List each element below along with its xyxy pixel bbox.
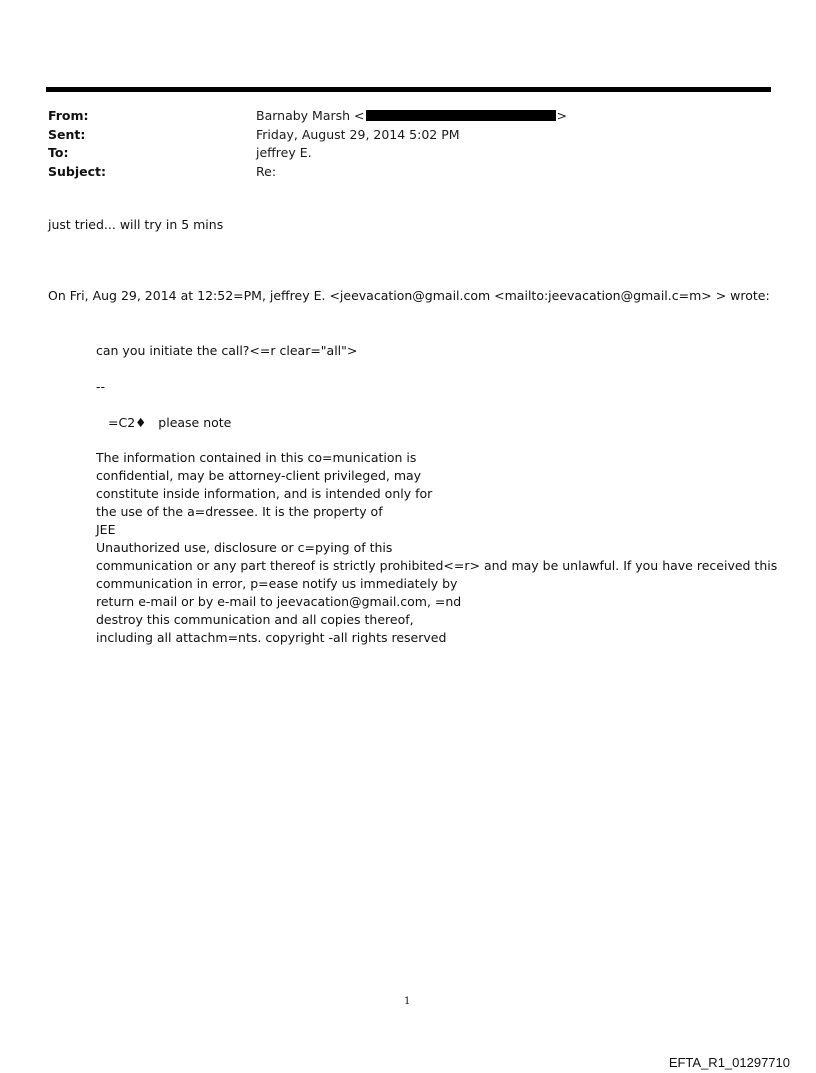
- subject-row: [48, 163, 567, 182]
- from-close: >: [556, 108, 567, 123]
- disclaimer-line: communication in error, p=ease notify us immediately by: [96, 576, 458, 591]
- disclaimer-line: The information contained in this co=munication is: [96, 450, 417, 465]
- signature-separator: --: [96, 379, 106, 394]
- from-name: Barnaby Marsh <: [256, 108, 365, 123]
- from-label: From:: [48, 108, 89, 123]
- sent-row: [48, 126, 567, 145]
- header-rule: [46, 87, 771, 92]
- disclaimer-line: JEE: [96, 522, 116, 537]
- disclaimer-line: the use of the a=dressee. It is the property of: [96, 504, 383, 519]
- note-line: =C2♦ please note: [108, 415, 232, 430]
- disclaimer-line: Unauthorized use, disclosure or c=pying of this: [96, 540, 393, 555]
- quoted-line: can you initiate the call?<=r clear="all">: [96, 343, 358, 358]
- quote-header: On Fri, Aug 29, 2014 at 12:52=PM, jeffrey E. <jeevacation@gmail.com <mailto:jeevacation@gmail.c=m> > wrote:: [48, 288, 770, 303]
- disclaimer-line: constitute inside information, and is intended only for: [96, 486, 433, 501]
- disclaimer-line: destroy this communication and all copies thereof,: [96, 612, 414, 627]
- redaction-bar: [366, 110, 556, 121]
- from-value: [256, 107, 567, 126]
- subject-label: Subject:: [48, 163, 106, 179]
- disclaimer-line: return e-mail or by e-mail to jeevacation@gmail.com, =nd: [96, 594, 462, 609]
- disclaimer-line: including all attachm=nts. copyright -all rights reserved: [96, 630, 447, 645]
- to-row: [48, 144, 567, 163]
- disclaimer-line: confidential, may be attorney-client privileged, may: [96, 468, 422, 483]
- sent-label: Sent:: [48, 126, 86, 142]
- from-row: [48, 107, 567, 126]
- subject-value: Re:: [256, 163, 277, 179]
- disclaimer-block: [96, 449, 777, 647]
- page-number: 1: [404, 996, 411, 1007]
- to-label: To:: [48, 145, 69, 160]
- sent-value: Friday, August 29, 2014 5:02 PM: [256, 126, 460, 142]
- email-header: [48, 107, 567, 181]
- to-value: jeffrey E.: [256, 145, 312, 160]
- disclaimer-line: communication or any part thereof is strictly prohibited<=r> and may be unlawful. If you have received this: [96, 558, 778, 573]
- document-id: EFTA_R1_01297710: [668, 1055, 790, 1070]
- reply-text: just tried... will try in 5 mins: [48, 217, 224, 232]
